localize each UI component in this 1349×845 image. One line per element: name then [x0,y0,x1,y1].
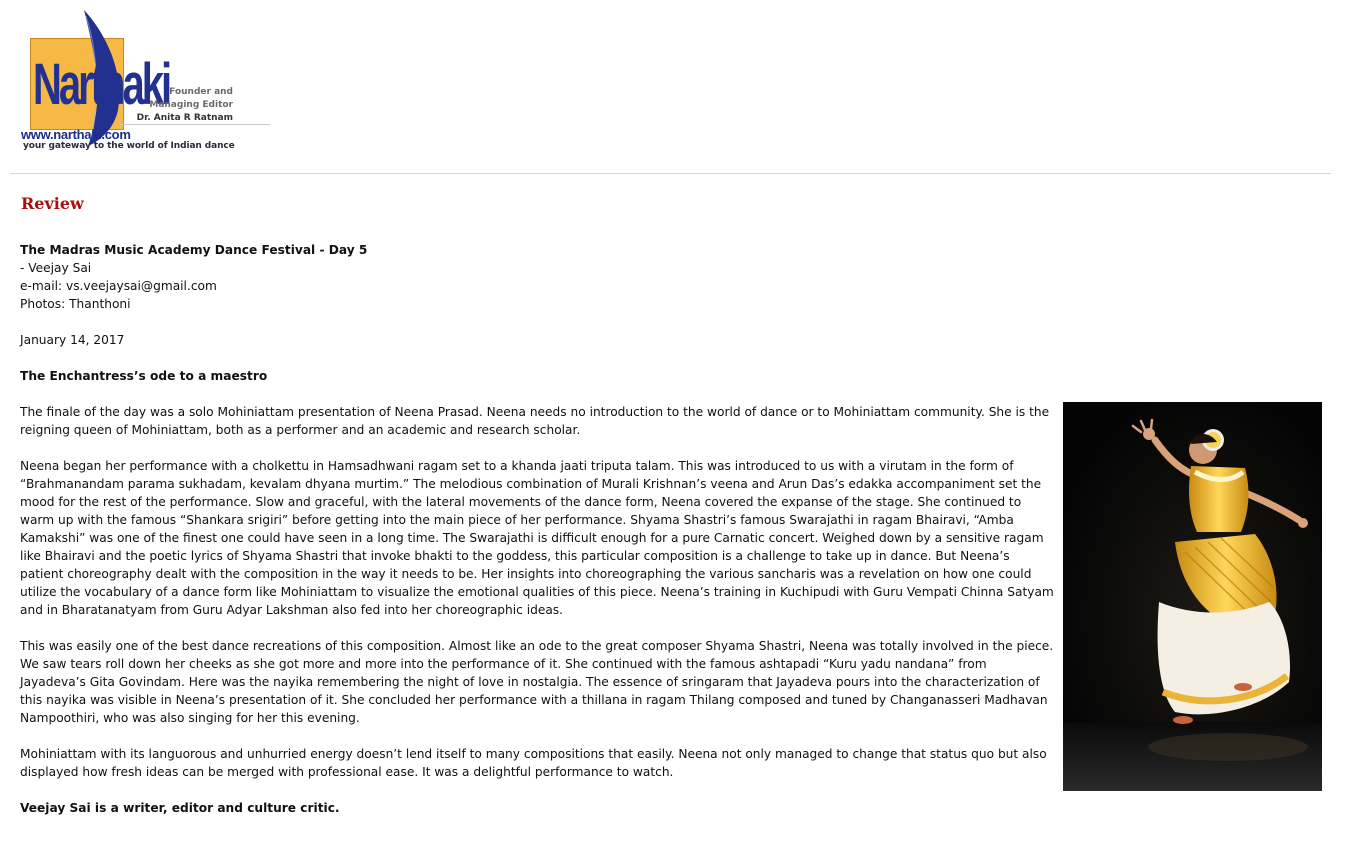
editor-credit [120,86,233,125]
logo-tagline: your gateway to the world of Indian dance [23,141,235,151]
article-paragraph-2: Neena began her performance with a cholkettu in Hamsadhwani ragam set to a khanda jaati triputa talam. This was introduced to us with a virutam in the form of “Brahmanandam parama sukhadam, kevalam dhyana murtim.” The melodious combination of Murali Krishnan’s veena and Arun Das’s edakka accompaniment set the mood for the rest of the performance. Slow and graceful, with the lateral movements of the dance form, Neena covered the expanse of the stage. She continued to warm up with the famous “Shankara srigiri” before getting into the main piece of her performance. Shyama Shastri’s famous Swarajathi in ragam Bhairavi, “Amba Kamakshi” was one of the finest one could have seen in a long time. The Swarajathi is difficult enough for a pure Carnatic concert. Weighed down by a sensitive ragam like Bhairavi and the poetic lyrics of Shyama Shastri that invoke bhakti to the goddess, this particular composition is a challenge to take up in dance. But Neena’s patient choreography dealt with the composition in the way it needs to be. Her insights into choreographing the various sancharis was a revelation on how one could utilize the vocabulary of a dance form like Mohiniattam to visualize the emotional qualities of this piece. Neena’s training in Kuchipudi with Guru Vempati Chinna Satyam and in Bharatanatyam from Guru Adyar Lakshman also fed into her choreographic ideas. [20,459,1054,617]
editor-role-line1: Founder and [169,87,233,97]
article-author: - Veejay Sai [20,261,92,275]
editor-name: Dr. Anita R Ratnam [136,113,233,123]
article-body [20,241,1056,835]
site-header [0,0,1349,174]
article-email: e-mail: vs.veejaysai@gmail.com [20,279,217,293]
article-paragraph-1: The finale of the day was a solo Mohiniattam presentation of Neena Prasad. Neena needs no introduction to the world of dance or to Mohiniattam community. She is the reigning queen of Mohiniattam, both as a performer and an academic and research scholar. [20,405,1050,437]
dancer-photo [1063,402,1322,791]
article-meta [20,241,1056,313]
article-subtitle: The Enchantress’s ode to a maestro [20,369,268,383]
author-bio: Veejay Sai is a writer, editor and culture critic. [20,801,340,815]
article-date: January 14, 2017 [20,333,125,347]
header-divider [10,173,1331,174]
section-title: Review [21,194,84,213]
article-paragraph-3: This was easily one of the best dance recreations of this composition. Almost like an ode to the great composer Shyama Shastri, Neena was totally involved in the piece. We saw tears roll down her cheeks as she got more and more into the performance of it. She continued with the famous ashtapadi “Kuru yadu nandana” from Jayadeva’s Gita Govindam. Here was the nayika remembering the night of love in nostalgia. The essence of sringaram that Jayadeva pours into the characterization of this nayika was visible in Neena’s presentation of it. She concluded her performance with a thillana in ragam Thilang composed and tuned by Changanasseri Madhavan Nampoothiri, who was also singing for her this evening. [20,639,1054,725]
article-paragraph-4: Mohiniattam with its languorous and unhurried energy doesn’t lend itself to many compositions that easily. Neena not only managed to change that status quo but also displayed how fresh ideas can be merged with professional ease. It was a delightful performance to watch. [20,747,1047,779]
article-photo-credit: Photos: Thanthoni [20,297,131,311]
editor-role-line2: Managing Editor [149,100,233,110]
article-title: The Madras Music Academy Dance Festival - Day 5 [20,243,368,257]
logo-url: www.narthaki.com [21,127,131,142]
dancer-illustration [1063,402,1322,791]
logo-wordmark: Narthaki [33,53,170,117]
